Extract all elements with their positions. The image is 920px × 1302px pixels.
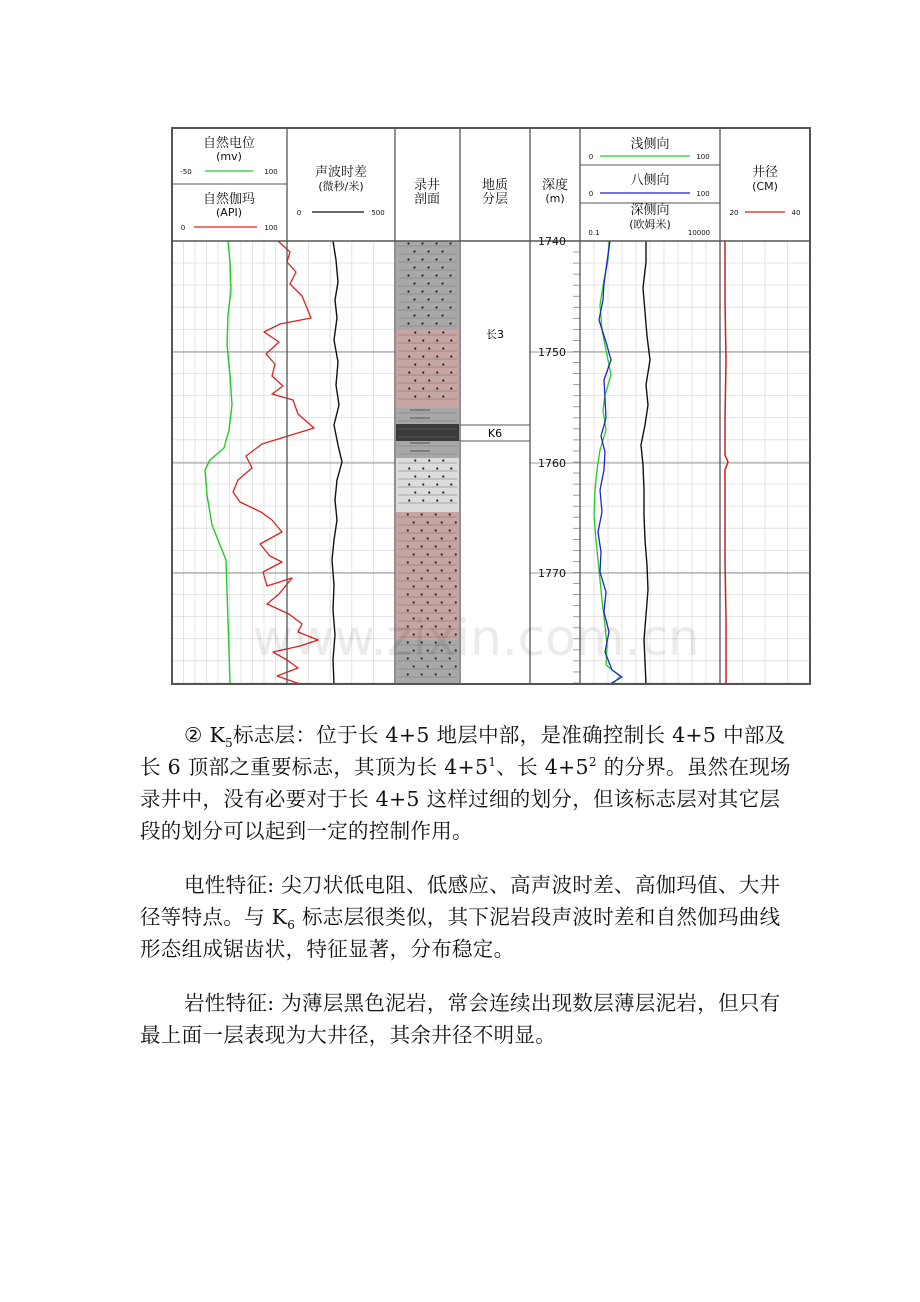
depth-label-1740: 1740 [538,235,566,248]
lithology-layer [396,330,459,408]
lithology-layer [396,241,459,330]
cal-unit: (CM) [752,180,778,193]
gr-scale-max: 100 [264,224,278,232]
section-title-1: 录井 [413,178,441,193]
sp-scale-min: -50 [180,168,192,176]
ac-title: 声波时差 [314,165,368,180]
llshallow-scale-min: 0 [588,153,594,161]
strata-title-1: 地质 [481,178,509,193]
llshallow-scale-max: 100 [696,153,710,161]
sp-unit: (mv) [216,150,242,163]
lleight-title: 八侧向 [630,173,670,188]
lithology-layer [396,441,459,458]
lldeep-title: 深侧向 [630,203,670,218]
ac-scale-max: 500 [371,209,385,217]
cal-scale-max: 40 [791,209,801,217]
lithology-layer [396,424,459,441]
sp-scale-max: 100 [264,168,278,176]
lldeep-scale-max: 10000 [687,229,711,237]
ac-scale-min: 0 [296,209,302,217]
gr-scale-min: 0 [180,224,186,232]
lleight-scale-max: 100 [696,190,710,198]
sp-title: 自然电位 [202,136,256,151]
section-title-2: 剖面 [413,192,441,207]
paragraph-lithology: 岩性特征: 为薄层黑色泥岩，常会连续出现数层薄层泥岩，但只有最上面一层表现为大井径，其余井径不明显。 [140,991,781,1047]
strata-title-2: 分层 [481,192,509,207]
gr-unit: (API) [216,206,242,219]
depth-title-2: (m) [545,192,565,205]
formation-label-chang3: 长3 [486,328,504,341]
ac-unit: (微秒/米) [318,180,364,193]
depth-title-1: 深度 [541,178,569,193]
lithology-layer [396,458,459,512]
lldeep-unit: (欧姆米) [629,218,671,231]
llshallow-title: 浅侧向 [630,137,670,152]
depth-label-1760: 1760 [538,457,566,470]
paragraph-k5: ② $K_5$标志层：位于长 4+5 地层中部，是准确控制长 4+5 中部及长 6 顶部之重要标志，其顶为长 $4+5^1$、长 $4+5^2$ 的分界。虽然在现场录井中，没有必要对于长 4+5 这样过细的划分，但该标志层对其它层段的划分可以起到一定的控制作用。 [140,723,791,843]
formation-label-k6: K6 [487,427,503,440]
cal-scale-min: 20 [729,209,739,217]
lleight-scale-min: 0 [588,190,594,198]
depth-label-1770: 1770 [538,567,566,580]
lldeep-scale-min: 0.1 [588,229,600,237]
log-frame [172,128,810,684]
paragraph-electrical: 电性特征: 尖刀状低电阻、低感应、高声波时差、高伽玛值、大井径等特点。与 $K_6$ 标志层很类似，其下泥岩段声波时差和自然伽玛曲线形态组成锯齿状，特征显著，分布稳定。 [140,873,781,961]
watermark: www.zixin.com.cn [252,609,700,667]
cal-title: 井径 [751,165,779,180]
depth-label-1750: 1750 [538,346,566,359]
gr-title: 自然伽玛 [202,192,256,207]
